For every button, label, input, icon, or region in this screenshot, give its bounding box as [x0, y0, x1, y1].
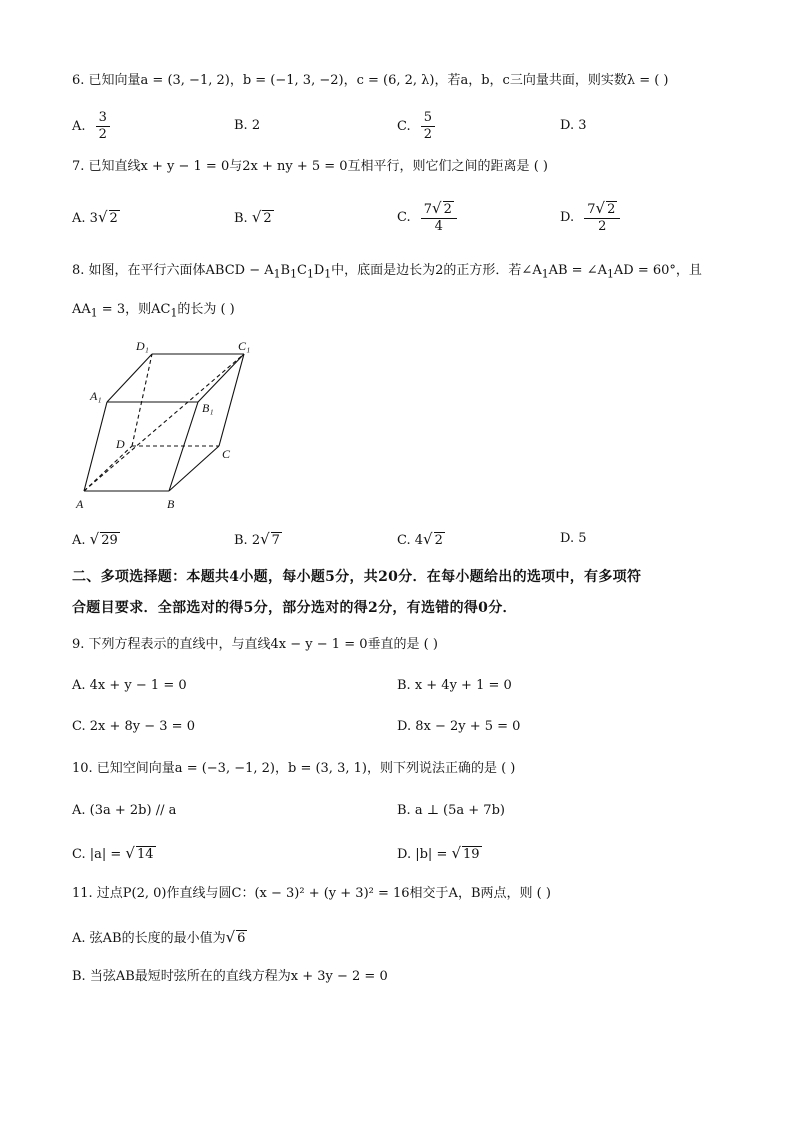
- q10-stem: 10. 已知空间向量a = (−3, −1, 2)，b = (3, 3, 1)，则下列说法正确的是 ( ): [72, 761, 516, 776]
- q11-option-b: B. 当弦AB最短时弦所在的直线方程为x + 3y − 2 = 0: [72, 969, 388, 984]
- q9-option-b: B. x + 4y + 1 = 0: [397, 678, 512, 693]
- q11-stem: 11. 过点P(2, 0)作直线与圆C：(x − 3)² + (y + 3)² = 16相交于A，B两点，则 ( ): [72, 886, 551, 901]
- q6-option-c: C. $\frac{5}{2}$: [397, 110, 435, 143]
- q8-option-b: B. 2√ 7: [234, 530, 280, 548]
- q8-option-c: C. 4√ 2: [397, 530, 443, 548]
- q9-stem: 9. 下列方程表示的直线中，与直线4x − y − 1 = 0垂直的是 ( ): [72, 637, 438, 652]
- q10-option-b: B. a ⊥ (5a + 7b): [397, 803, 505, 818]
- q6-stem: 6. 已知向量a = (3, −1, 2)，b = (−1, 3, −2)，c = (6, 2, λ)，若a，b，c三向量共面，则实数λ = ( ): [72, 73, 669, 88]
- q7-option-b: B. √ 2: [234, 208, 272, 226]
- q10-option-d: D. |b| = √ 19: [397, 844, 480, 862]
- q6-option-b: B. 2: [234, 118, 261, 133]
- section2-heading-line1: 二、多项选择题：本题共4小题，每小题5分，共20分．在每小题给出的选项中，有多项符: [72, 569, 642, 585]
- q9-option-a: A. 4x + y − 1 = 0: [72, 678, 187, 693]
- q8-stem-line2: $AA_1 = 3$，则$AC_1$的长为 ( ): [72, 302, 235, 320]
- q8-option-d: D. 5: [560, 531, 587, 546]
- q9-option-c: C. 2x + 8y − 3 = 0: [72, 719, 195, 734]
- q7-option-d: D. $\frac{7√ 2}{2}$: [560, 200, 620, 235]
- label-d1: D₁: [136, 339, 149, 353]
- parallelepiped-figure: [74, 336, 251, 516]
- section2-heading-line2: 合题目要求．全部选对的得5分，部分选对的得2分，有选错的得0分．: [72, 600, 517, 616]
- label-c: C: [222, 447, 231, 461]
- q6-option-d: D. 3: [560, 118, 587, 133]
- q6-option-a: A. $\frac{3}{2}$: [72, 110, 110, 143]
- label-c1: C₁: [238, 339, 251, 353]
- label-d: D: [116, 437, 125, 451]
- q10-option-a: A. (3a + 2b) // a: [72, 803, 177, 818]
- q8-option-a: A. √ 29: [72, 530, 118, 548]
- q8-stem-line1: 8. 如图，在平行六面体ABCD − $A_1B_1C_1D_1$中，底面是边长为2的正方形．若$\angle A_1AB$ = $\angle A_1AD = 60^\circ$，且: [72, 263, 702, 281]
- label-b: B: [167, 497, 175, 511]
- edge-a1d1: [107, 354, 152, 402]
- q7-option-a: A. 3√ 2: [72, 208, 118, 226]
- label-a: A: [76, 497, 84, 511]
- edge-aa1: [84, 402, 107, 491]
- q7-stem: 7. 已知直线x + y − 1 = 0与2x + ny + 5 = 0互相平行，则它们之间的距离是 ( ): [72, 159, 548, 174]
- q7-option-c: C. $\frac{7√ 2}{4}$: [397, 200, 457, 235]
- q10-option-c: C. |a| = √ 14: [72, 844, 154, 862]
- q11-option-a: A. 弦AB的长度的最小值为√ 6: [72, 928, 246, 946]
- q9-option-d: D. 8x − 2y + 5 = 0: [397, 719, 521, 734]
- label-a1: A₁: [90, 389, 102, 403]
- edge-dd1-hidden: [132, 354, 152, 446]
- label-b1: B₁: [202, 401, 214, 415]
- diagonal-ac1-hidden: [84, 354, 244, 491]
